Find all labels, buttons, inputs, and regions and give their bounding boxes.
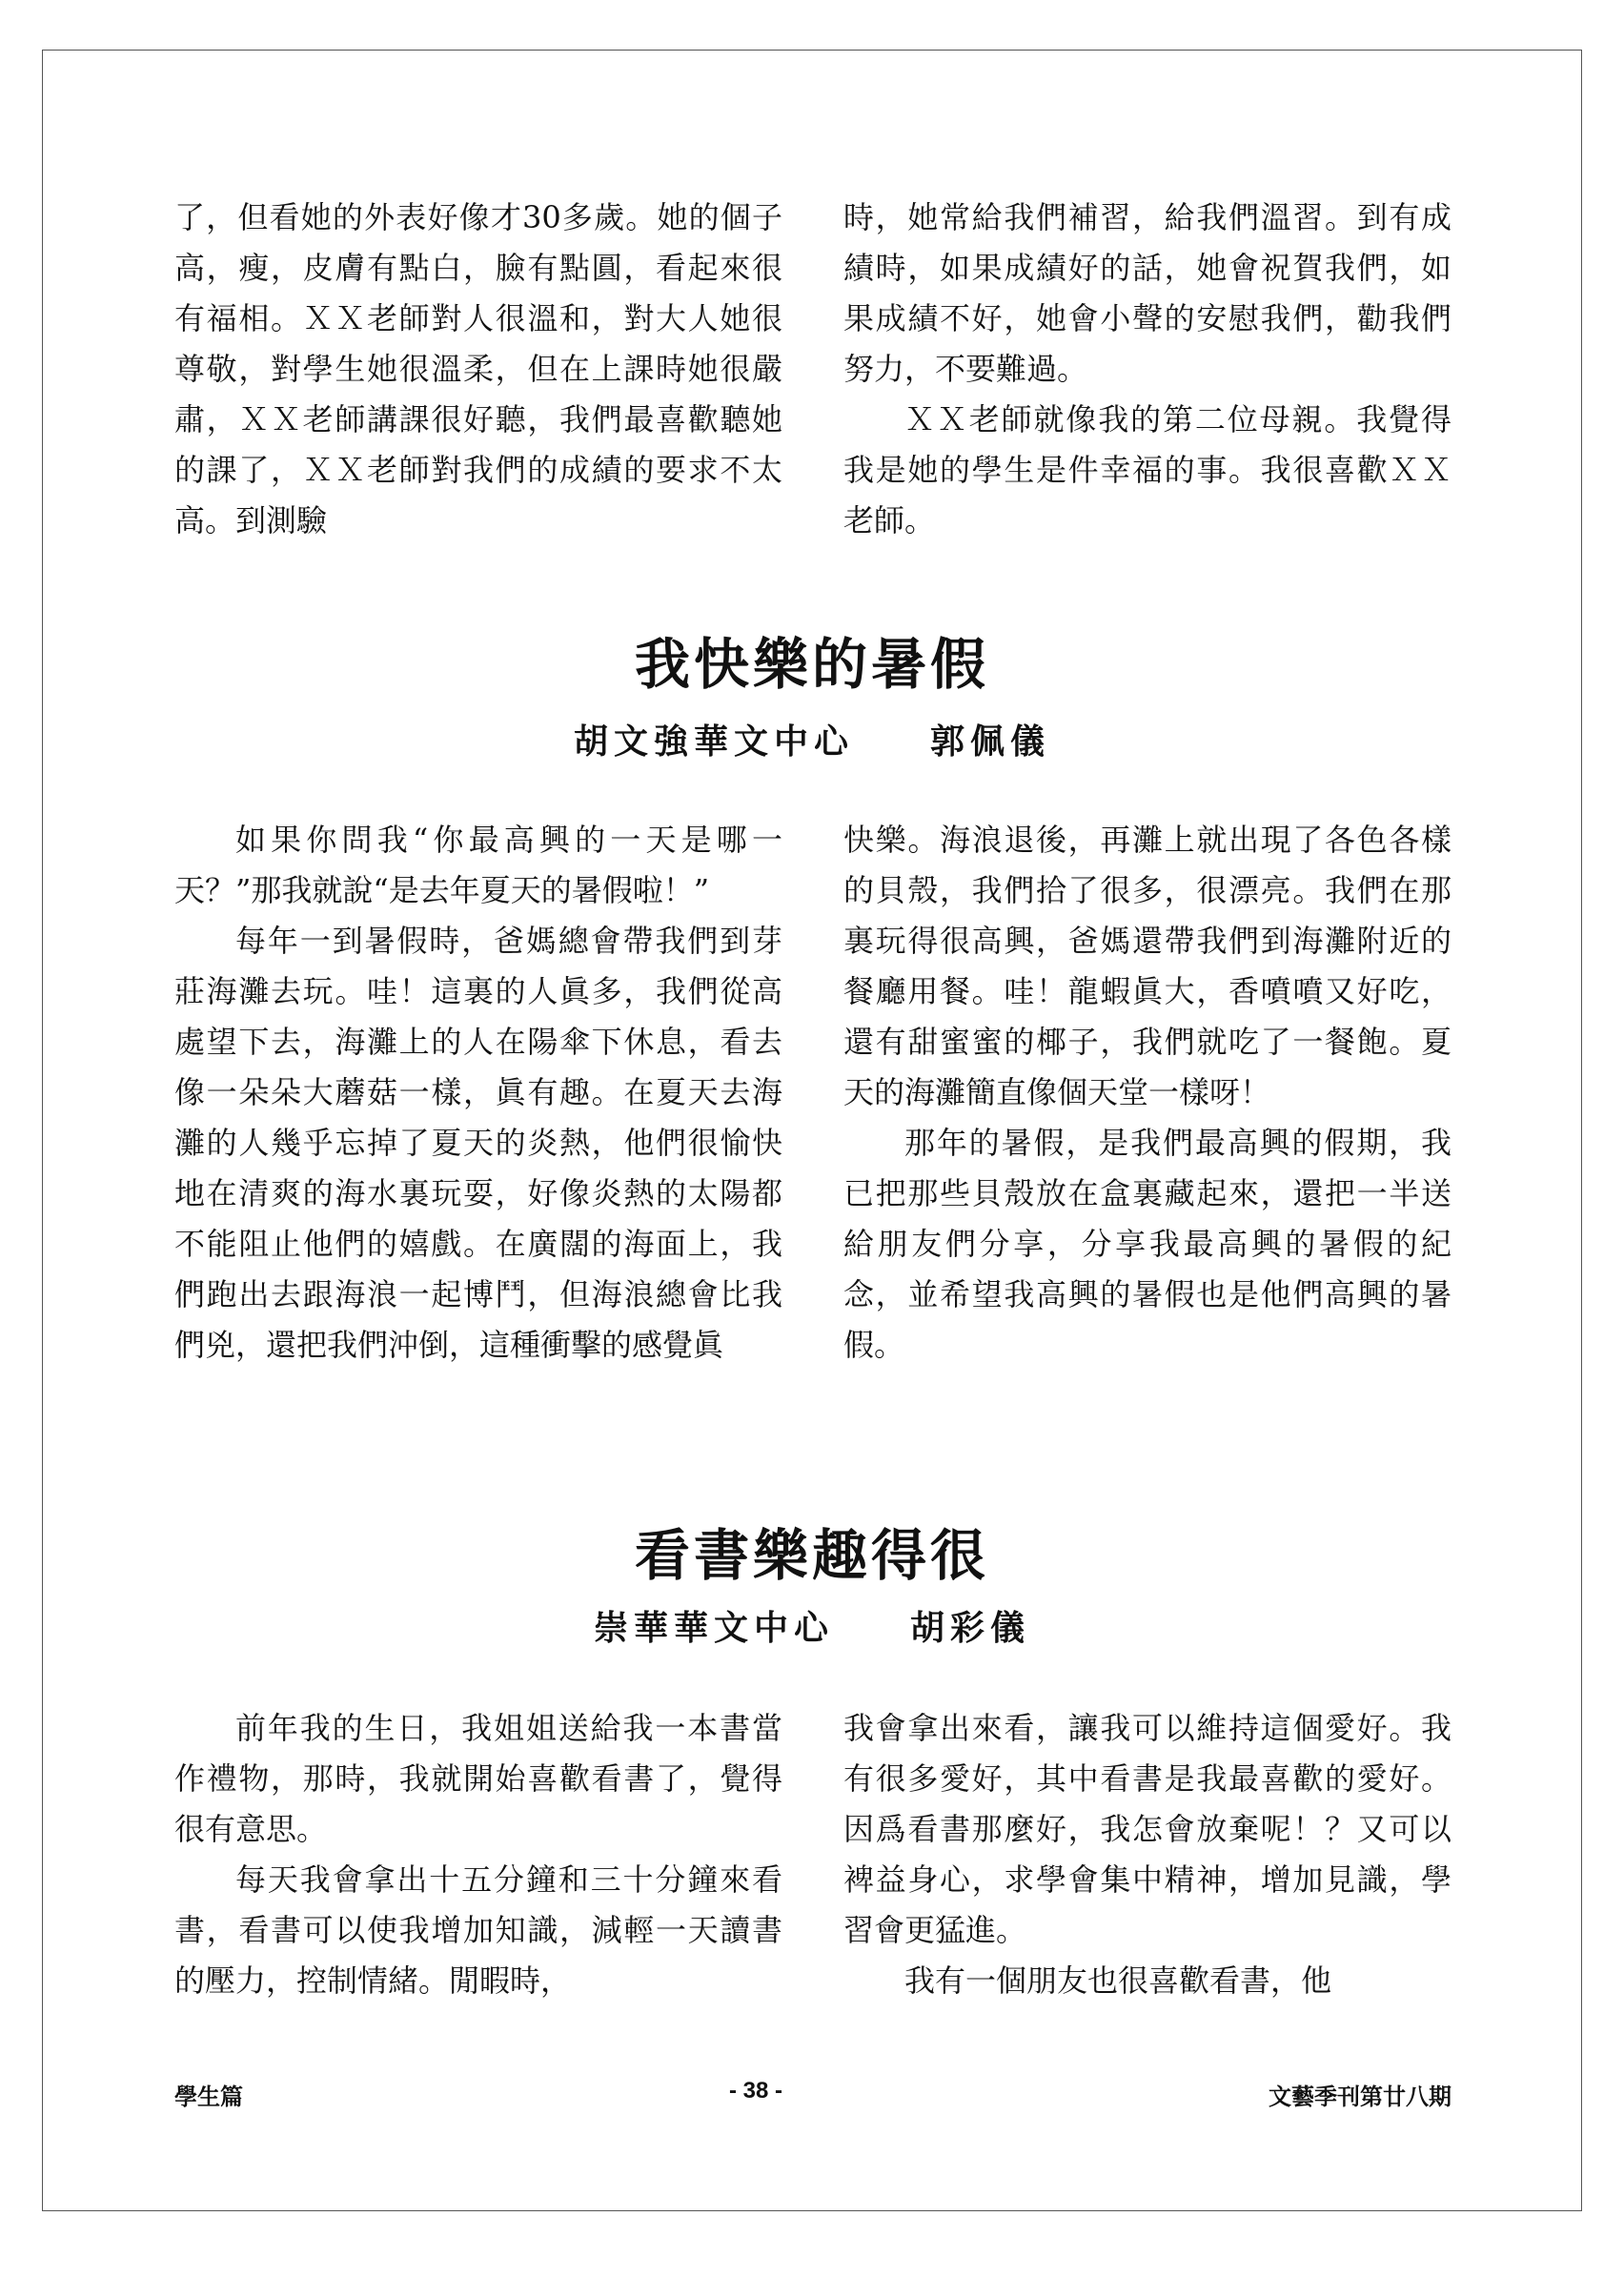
paragraph: 時，她常給我們補習，給我們溫習。到有成績時，如果成績好的話，她會祝賀我們，如果成績不好，她會小聲的安慰我們，勸我們努力，不要難過。 — [843, 199, 1451, 387]
article2-school: 胡文強華文中心 — [573, 722, 854, 762]
article2-title: 我快樂的暑假 — [634, 632, 989, 697]
article2-author: 郭佩儀 — [930, 722, 1051, 762]
paragraph: 我有一個朋友也很喜歡看書，他 — [904, 1962, 1332, 1999]
paragraph: 那年的暑假，是我們最高興的假期，我已把那些貝殼放在盒裏藏起來，還把一半送給朋友們分享，分享我最高興的暑假的紀念，並希望我高興的暑假也是他們高興的暑假。 — [843, 1125, 1451, 1363]
article2-columns — [174, 815, 1451, 1371]
paragraph: ＸＸ老師就像我的第二位母親。我覺得我是她的學生是件幸福的事。我很喜歡ＸＸ老師。 — [843, 401, 1451, 539]
paragraph: 每天我會拿出十五分鐘和三十分鐘來看書，看書可以使我增加知識，減輕一天讀書的壓力，控制情緒。閒暇時， — [174, 1861, 782, 1999]
article3-author: 胡彩儀 — [910, 1609, 1031, 1648]
article2-byline — [0, 715, 1624, 763]
section1-right-column — [843, 193, 1451, 546]
paragraph: 我會拿出來看，讓我可以維持這個愛好。我有很多愛好，其中看書是我最喜歡的愛好。因爲看書那麼好，我怎會放棄呢！？又可以裨益身心，求學會集中精神，增加見識，學習會更猛進。 — [843, 1710, 1451, 1948]
paragraph: 了，但看她的外表好像才30多歲。她的個子高，瘦，皮膚有點白，臉有點圓，看起來很有福相。ＸＸ老師對人很溫和，對大人她很尊敬，對學生她很溫柔，但在上課時她很嚴肅，ＸＸ老師講課很好聽，我們最喜歡聽她的課了，ＸＸ老師對我們的成績的要求不太高。到測驗 — [174, 199, 782, 539]
article2-left-column — [174, 815, 782, 1371]
paragraph: 每年一到暑假時，爸媽總會帶我們到芽莊海灘去玩。哇！這裏的人眞多，我們從高處望下去，海灘上的人在陽傘下休息，看去像一朵朵大蘑菇一樣，眞有趣。在夏天去海灘的人幾乎忘掉了夏天的炎熱，他們很愉快地在清爽的海水裏玩耍，好像炎熱的太陽都不能阻止他們的嬉戲。在廣闊的海面上，我們跑出去跟海浪一起博鬥，但海浪總會比我們兇，還把我們沖倒，這種衝擊的感覺眞 — [174, 923, 782, 1363]
article3-columns — [174, 1703, 1451, 2006]
paragraph: 如果你問我“你最高興的一天是哪一天？”那我就說“是去年夏天的暑假啦！” — [174, 822, 782, 908]
paragraph: 快樂。海浪退後，再灘上就出現了各色各樣的貝殼，我們拾了很多，很漂亮。我們在那裏玩得很高興，爸媽還帶我們到海灘附近的餐廳用餐。哇！龍蝦眞大，香噴噴又好吃，還有甜蜜蜜的椰子，我們就吃了一餐飽。夏天的海灘簡直像個天堂一樣呀！ — [843, 822, 1451, 1110]
publication-name: 文藝季刊第廿八期 — [1268, 2084, 1451, 2110]
footer-section-label: 學生篇 — [174, 2084, 243, 2110]
article3-school: 崇華華文中心 — [593, 1609, 834, 1648]
page-number: - 38 - — [728, 2078, 782, 2104]
section1-columns — [174, 193, 1451, 546]
page-footer — [174, 2078, 1451, 2111]
article2-right-column — [843, 815, 1451, 1371]
article3-byline — [0, 1601, 1624, 1650]
article3-right-column — [843, 1703, 1451, 2006]
article3-title: 看書樂趣得很 — [634, 1523, 989, 1588]
paragraph: 前年我的生日，我姐姐送給我一本書當作禮物，那時，我就開始喜歡看書了，覺得很有意思。 — [174, 1710, 782, 1847]
section1-left-column — [174, 193, 782, 546]
article3-left-column — [174, 1703, 782, 2006]
